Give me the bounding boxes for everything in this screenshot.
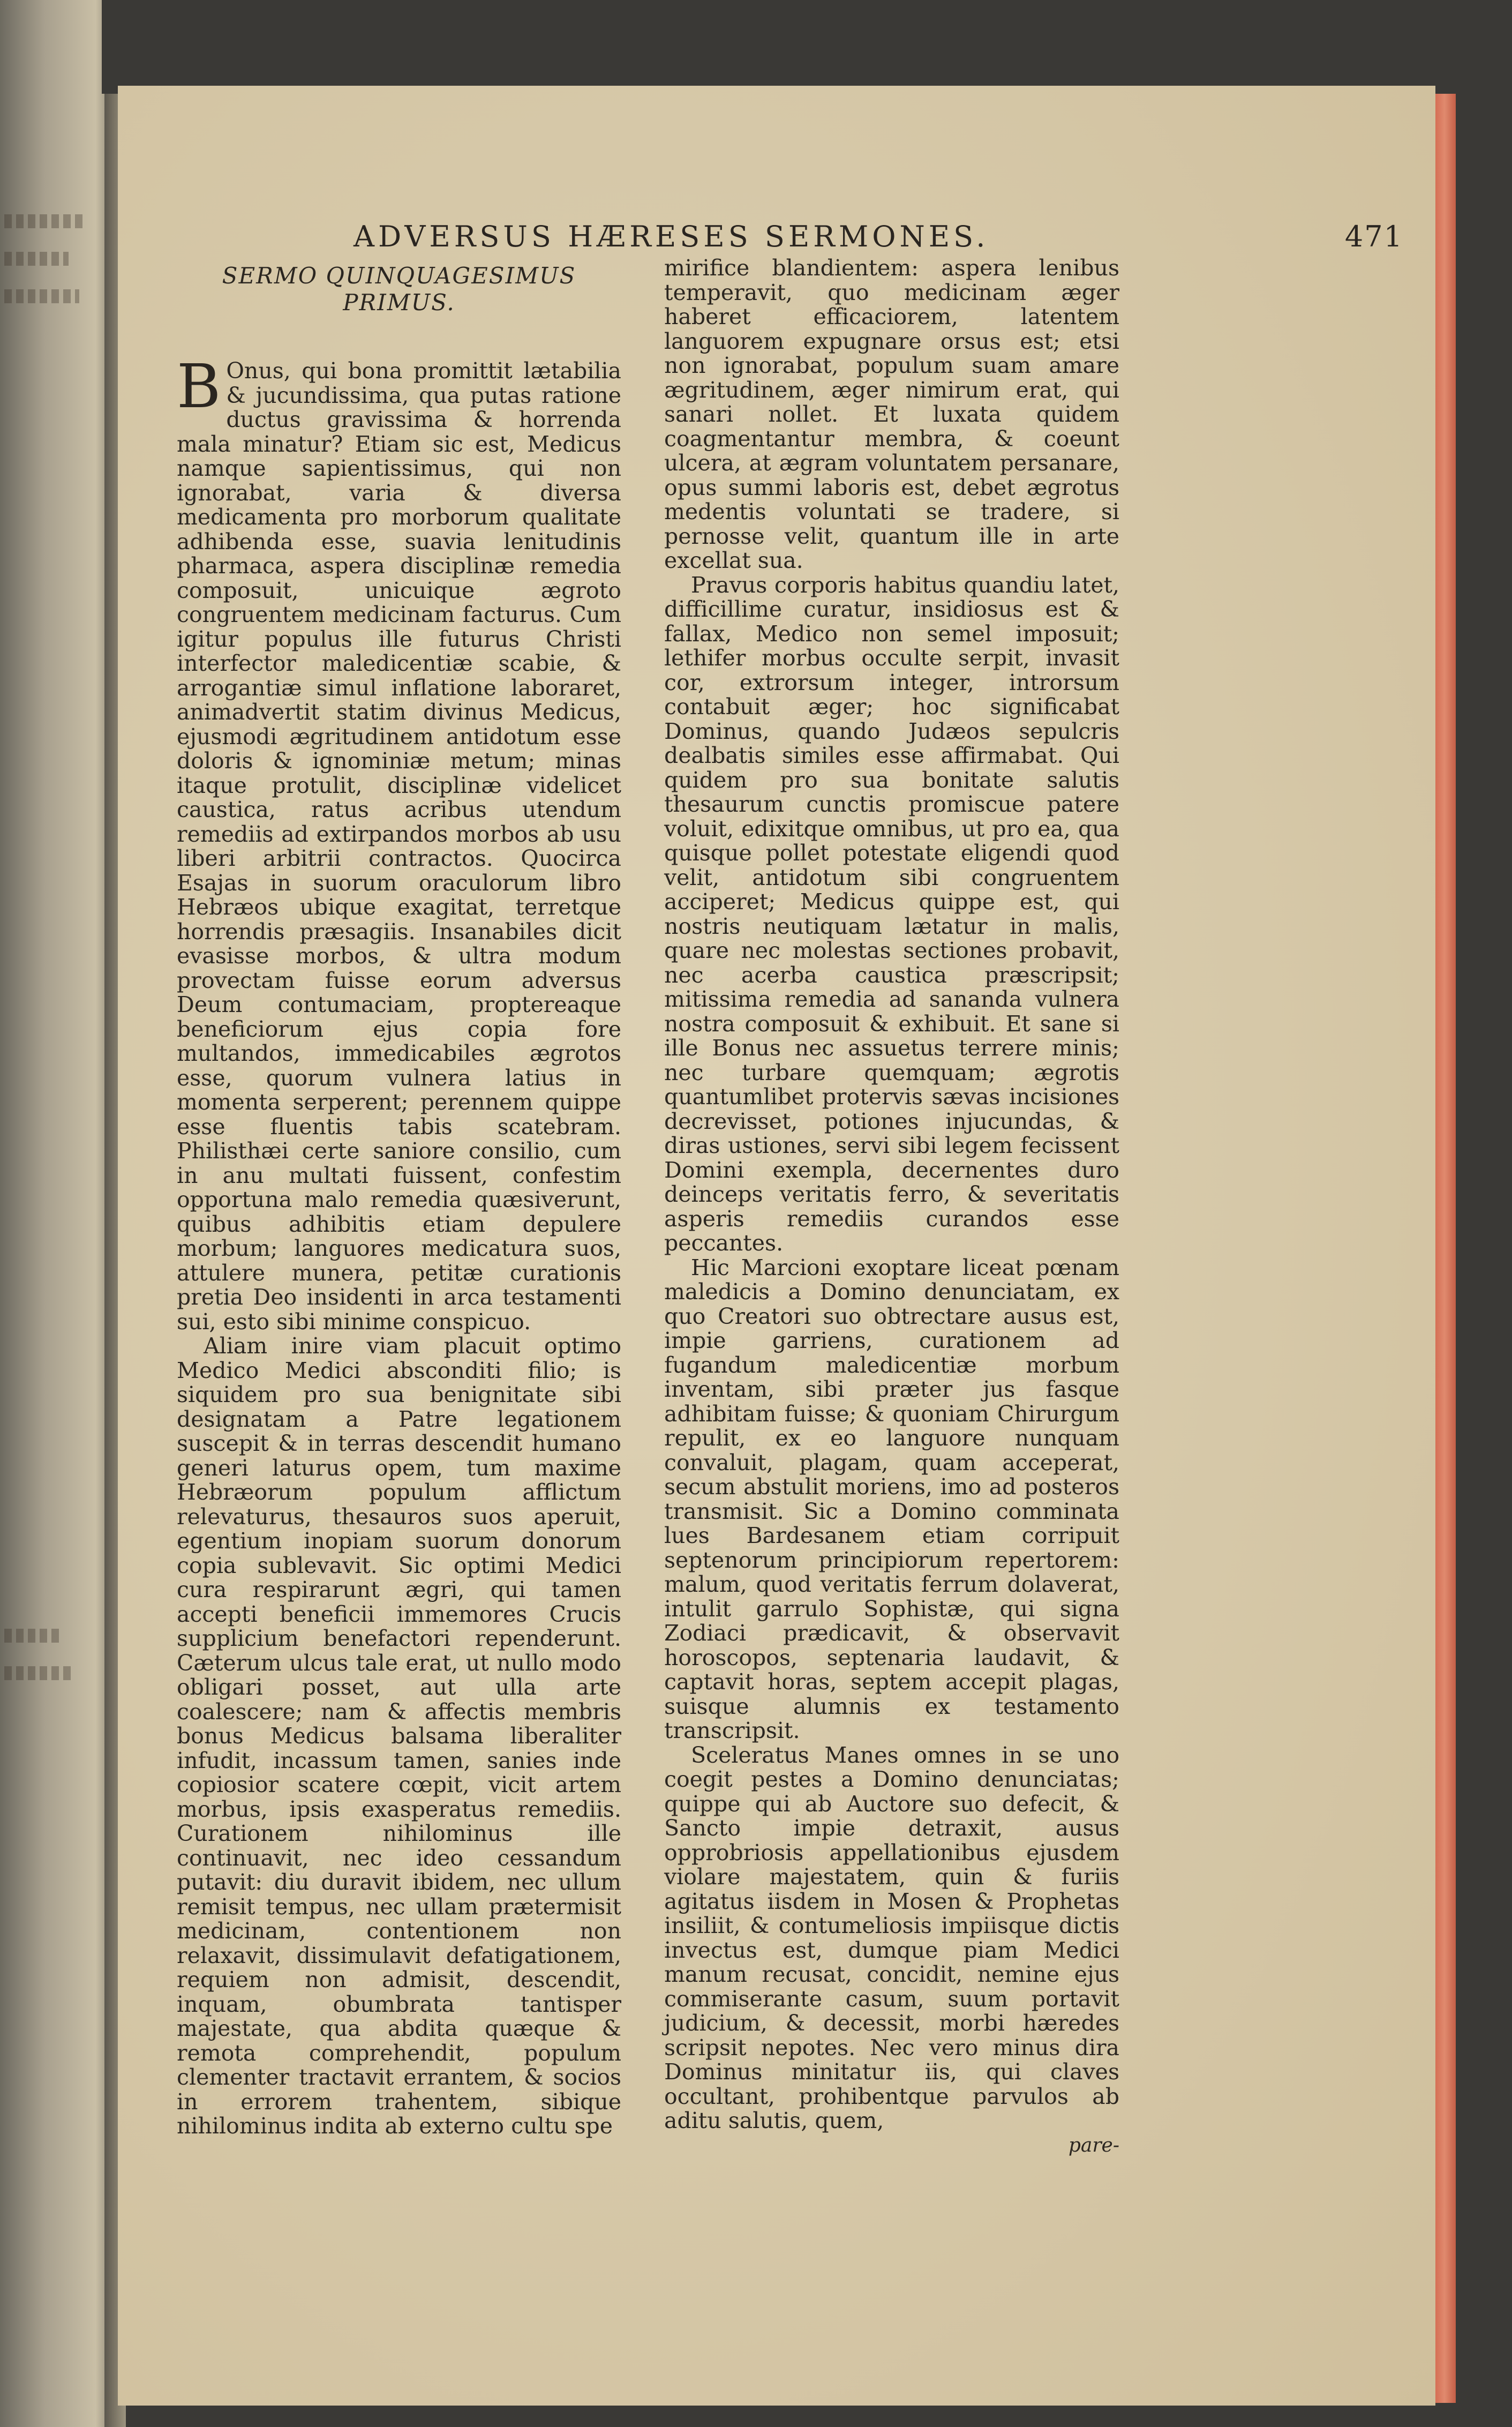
page-header	[353, 220, 1403, 257]
paragraph-text: Onus, qui bona promittit lætabilia & jucundissima, qua putas ratione ductus gravissima & horrenda mala minatur? Etiam sic est, Medicus namque sapientissimus, qui non ignorabat, varia & diversa medicamenta pro morborum qualitate adhibenda esse, suavia lenitudinis pharmaca, aspera disciplinæ remedia composuit, unicuique ægroto congruentem medicinam facturus. Cum igitur populus ille futurus Christi interfector maledicentiæ scabie, & arrogantiæ simul inflatione laboraret, animadvertit statim divinus Medicus, ejusmodi ægritudinem antidotum esse doloris & ignominiæ metum; minas itaque protulit, disciplinæ videlicet caustica, ratus acribus utendum remediis ad extirpandos morbos ab usu liberi arbitrii contractos. Quocirca Esajas in suorum oraculorum libro Hebræos ubique exagitat, terretque horrendis præsagiis. Insanabiles dicit evasisse morbos, & ultra modum provectam fuisse eorum adversus Deum contumaciam, proptereaque beneficiorum ejus copia fore multandos, immedicabiles ægrotos esse, quorum vulnera latius in momenta serperent; perennem quippe esse fluentis tabis scatebram. Philisthæi certe saniore consilio, cum in anu multati fuissent, confestim opportuna malo remedia quæsiverunt, quibus adhibitis etiam depulere morbum; languores medicatura suos, attulere munera, petitæ curationis pretia Deo insidenti in arca testamenti sui, esto sibi minime conspicuo.	[177, 358, 621, 1335]
paragraph: mirifice blandientem: aspera lenibus temperavit, quo medicinam æger haberet efficaciorem, latentem languorem expugnare orsus est; etsi non ignorabat, populum suam amare ægritudinem, æger nimirum erat, qui sanari nollet. Et luxata quidem coagmentantur membra, & coeunt ulcera, at ægram voluntatem persanare, opus summi laboris est, debet ægrotus medentis voluntati se tradere, si pernosse velit, quantum ille in arte excellat sua.	[664, 255, 1119, 573]
left-page-text-fragment	[4, 214, 85, 228]
page-fore-edge	[1435, 94, 1456, 2403]
paragraph: Sceleratus Manes omnes in se uno coegit pestes a Domino denunciatas; quippe qui ab Auctore suo defecit, & Sancto impie detraxit, ausus opprobriosis appellationibus ejusdem violare majestatem, quin & furiis agitatus iisdem in Mosen & Prophetas insiliit, & contumeliosis impiisque dictis invectus est, dumque piam Medici manum recusat, concidit, nemine ejus commiserante casum, suum portavit judicium, & decessit, morbi hæredes scripsit nepotes. Nec vero minus dira Dominus minitatur iis, qui claves occultant, prohibentque parvulos ab aditu salutis, quem,	[664, 1742, 1119, 2133]
catchword: pare-	[1068, 2134, 1119, 2156]
left-facing-page	[0, 0, 112, 2427]
left-page-text-fragment	[4, 289, 79, 303]
paragraph: Aliam inire viam placuit optimo Medico Medici absconditi filio; is siquidem pro sua benignitate sibi designatam a Patre legationem suscepit & in terras descendit humano generi laturus opem, tum maxime Hebræorum populum afflictum relevaturus, thesauros suos aperuit, egentium inopiam suorum donorum copia sublevavit. Sic optimi Medici cura respirarunt ægri, qui tamen accepti beneficii immemores Crucis supplicium benefactori rependerunt. Cæterum ulcus tale erat, ut nullo modo obligari posset, aut ulla arte coalescere; nam & affectis membris bonus Medicus balsama liberaliter infudit, incassum tamen, sanies inde copiosior scatere cœpit, vicit artem morbus, ipsis exasperatus remediis. Curationem nihilominus ille continuavit, nec ideo cessandum putavit: diu duravit ibidem, nec ullum remisit tempus, nec ullam prætermisit medicinam, contentionem non relaxavit, dissimulavit defatigationem, requiem non admisit, descendit, inquam, obumbrata tantisper majestate, qua abdita quæque & remota comprehendit, populum clementer tractavit errantem, & socios in errorem trahentem, sibique nihilominus indita ab externo cultu spe	[177, 1333, 621, 2139]
drop-cap: B	[177, 352, 221, 422]
sermon-title: SERMO QUINQUAGESIMUS PRIMUS.	[222, 263, 576, 316]
page-number: 471	[1344, 220, 1403, 253]
left-page-text-fragment	[4, 1629, 63, 1643]
left-text-column	[177, 263, 621, 2139]
left-page-text-fragment	[4, 1666, 74, 1680]
right-text-column	[664, 255, 1119, 2156]
running-title: ADVERSUS HÆRESES SERMONES.	[353, 220, 989, 253]
paragraph: Hic Marcioni exoptare liceat pœnam maledicis a Domino denunciatam, ex quo Creatori suo obtrectare ausus est, impie garriens, curationem ad fugandum maledicentiæ morbum inventam, sibi præter jus fasque adhibitam fuisse; & quoniam Chirurgum repulit, ex eo languore nunquam convaluit, plagam, quam acceperat, secum abstulit moriens, imo ad posteros transmisit. Sic a Domino comminata lues Bardesanem etiam corripuit septenorum principiorum repertorem: malum, quod veritatis ferrum dolaverat, intulit garrulo Sophistæ, qui signa Zodiaci prædicavit, & observavit horoscopos, septenaria laudavit, & captavit horas, septem accepit plagas, suisque alumnis ex testamento transcripsit.	[664, 1254, 1119, 1743]
paragraph	[177, 352, 621, 1335]
background-top	[102, 0, 1451, 94]
left-page-text-fragment	[4, 252, 69, 266]
paragraph: Pravus corporis habitus quandiu latet, difficillime curatur, insidiosus est & fallax, Medico non semel imposuit; lethifer morbus occulte serpit, invasit cor, extrorsum integer, introrsum contabuit æger; hoc significabat Dominus, quando Judæos sepulcris dealbatis similes esse affirmabat. Qui quidem pro sua bonitate salutis thesaurum cunctis promiscue patere voluit, edixitque omnibus, ut pro ea, qua quisque pollet potestate eligendi quod velit, antidotum sibi congruentem acciperet; Medicus quippe est, qui nostris neutiquam lætatur in malis, quare nec molestas sectiones probavit, nec acerba caustica præscripsit; mitissima remedia ad sananda vulnera nostra composuit & exhibuit. Et sane si ille Bonus nec assuetus terrere minis; nec turbare quemquam; ægrotis quantumlibet protervis sævas incisiones decrevisset, potiones injucundas, & diras ustiones, servi sibi legem fecissent Domini exempla, decernentes duro deinceps veritatis ferro, & severitatis asperis remediis curandos esse peccantes.	[664, 572, 1119, 1256]
